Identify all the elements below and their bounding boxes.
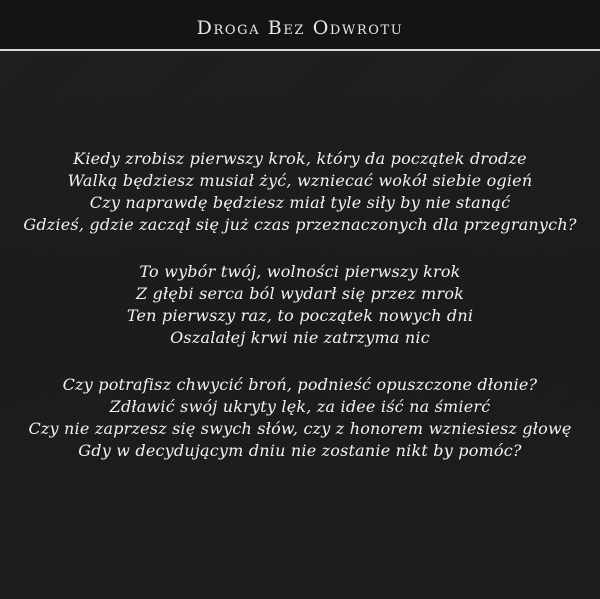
lyrics-block — [0, 148, 600, 487]
lyric-line: Walką będziesz musiał żyć, wzniecać wokół siebie ogień — [67, 171, 533, 190]
stanza — [0, 374, 600, 462]
lyric-line: Oszalałej krwi nie zatrzyma nic — [170, 328, 430, 347]
lyric-line: Czy potrafisz chwycić broń, podnieść opuszczone dłonie? — [62, 375, 538, 394]
lyric-line: Kiedy zrobisz pierwszy krok, który da początek drodze — [73, 149, 527, 168]
lyric-line: To wybór twój, wolności pierwszy krok — [139, 262, 461, 281]
lyric-line: Zdławić swój ukryty lęk, za idee iść na śmierć — [109, 397, 491, 416]
stanza — [0, 261, 600, 349]
lyric-line: Czy naprawdę będziesz miał tyle siły by nie stanąć — [89, 193, 511, 212]
header-divider — [0, 49, 600, 51]
lyric-line: Ten pierwszy raz, to początek nowych dni — [126, 306, 474, 325]
lyric-line: Czy nie zaprzesz się swych słów, czy z honorem wzniesiesz głowę — [28, 419, 572, 438]
stanza — [0, 148, 600, 236]
lyric-line: Gdzieś, gdzie zaczął się już czas przeznaczonych dla przegranych? — [23, 215, 577, 234]
lyric-line: Gdy w decydującym dniu nie zostanie nikt by pomóc? — [78, 441, 522, 460]
lyric-line: Z głębi serca ból wydarł się przez mrok — [135, 284, 465, 303]
page-title: Droga Bez Odwrotu — [196, 17, 404, 39]
